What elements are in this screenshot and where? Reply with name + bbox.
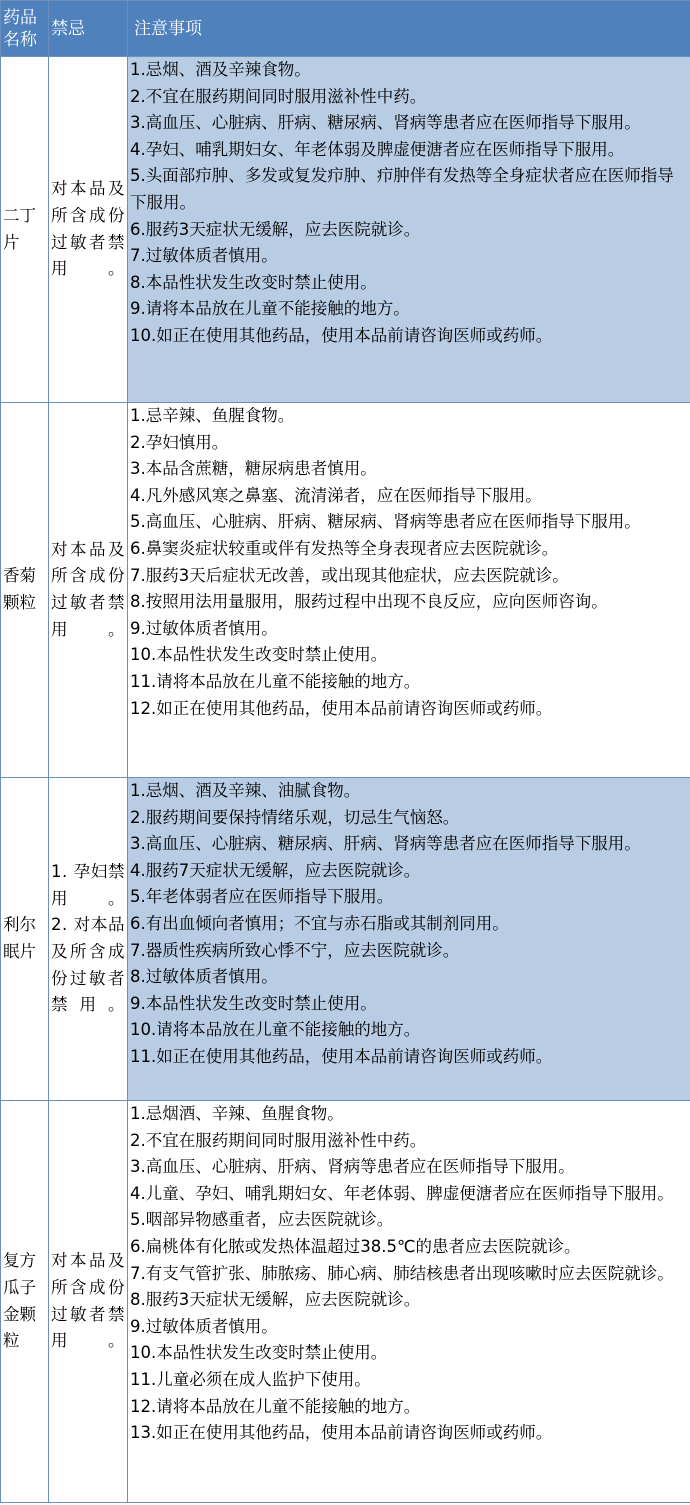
note-item: 7.器质性疾病所致心悸不宁，应去医院就诊。 (130, 940, 460, 960)
drug-name: 二丁片 (3, 205, 36, 252)
note-item: 4.服药7天症状无缓解，应去医院就诊。 (130, 860, 421, 880)
note-item: 8.按照用法用量服用，服药过程中出现不良反应，应向医师咨询。 (130, 592, 608, 612)
contraindication-text: 对本品及所含成份过敏者禁用。 (51, 539, 125, 639)
notes-cell (128, 1101, 690, 1503)
drug-name: 利尔眠片 (3, 915, 36, 961)
note-item: 5.高血压、心脏病、肝病、糖尿病、肾病等患者应在医师指导下服用。 (130, 512, 641, 532)
notes-cell (128, 403, 690, 778)
note-item: 6.有出血倾向者慎用；不宜与赤石脂或其制剂同用。 (130, 913, 509, 933)
note-item: 10.本品性状发生改变时禁止使用。 (130, 1343, 388, 1363)
note-item: 11.请将本品放在儿童不能接触的地方。 (130, 671, 421, 691)
note-item: 9.请将本品放在儿童不能接触的地方。 (130, 299, 410, 319)
table-row (1, 1101, 690, 1503)
note-item: 5.头面部疖肿、多发或复发疖肿、疖肿伴有发热等全身症状者应在医师指导下服用。 (130, 166, 674, 212)
note-item: 9.过敏体质者慎用。 (130, 1316, 278, 1336)
note-item: 10.请将本品放在儿童不能接触的地方。 (130, 1020, 421, 1040)
note-item: 1.忌辛辣、鱼腥食物。 (130, 406, 295, 425)
drug-name-cell (1, 778, 49, 1101)
notes-cell (128, 778, 690, 1101)
note-item: 2.孕妇慎用。 (130, 432, 229, 452)
drug-name: 复方瓜子金颗粒 (3, 1251, 36, 1351)
note-item: 12.如正在使用其他药品，使用本品前请咨询医师或药师。 (130, 698, 553, 718)
table-row (1, 403, 690, 778)
header-notes: 注意事项 (128, 1, 690, 57)
note-item: 8.服药3天症状无缓解，应去医院就诊。 (130, 1290, 421, 1310)
contraindication-cell (49, 57, 128, 403)
contraindication-cell (49, 1101, 128, 1503)
note-item: 13.如正在使用其他药品，使用本品前请咨询医师或药师。 (130, 1423, 553, 1443)
note-item: 5.咽部异物感重者，应去医院就诊。 (130, 1210, 394, 1230)
drug-name-cell (1, 57, 49, 403)
note-item: 4.儿童、孕妇、哺乳期妇女、年老体弱、脾虚便溏者应在医师指导下服用。 (130, 1183, 674, 1203)
drug-name-cell (1, 403, 49, 778)
note-item: 5.年老体弱者应在医师指导下服用。 (130, 887, 394, 907)
note-item: 7.服药3天后症状无改善，或出现其他症状，应去医院就诊。 (130, 565, 569, 585)
table-row (1, 778, 690, 1101)
note-item: 2.不宜在服药期间同时服用滋补性中药。 (130, 86, 427, 106)
note-item: 2.不宜在服药期间同时服用滋补性中药。 (130, 1130, 427, 1150)
table-header-row (1, 1, 690, 57)
note-item: 4.孕妇、哺乳期妇女、年老体弱及脾虚便溏者应在医师指导下服用。 (130, 139, 625, 159)
note-item: 1.忌烟、酒及辛辣食物。 (130, 60, 311, 79)
drug-name-cell (1, 1101, 49, 1503)
note-item: 8.过敏体质者慎用。 (130, 967, 278, 987)
note-item: 1.忌烟酒、辛辣、鱼腥食物。 (130, 1104, 344, 1123)
contraindication-cell (49, 778, 128, 1101)
header-contraindication: 禁忌 (49, 1, 128, 57)
header-drug-name: 药品名称 (1, 1, 49, 57)
notes-cell (128, 57, 690, 403)
contraindication-text: 对本品及所含成份过敏者禁用。 (51, 179, 125, 279)
note-item: 6.扁桃体有化脓或发热体温超过38.5℃的患者应去医院就诊。 (130, 1236, 581, 1256)
contraindication-text: 对本品及所含成份过敏者禁用。 (51, 1251, 125, 1351)
note-item: 10.本品性状发生改变时禁止使用。 (130, 645, 388, 665)
note-item: 3.高血压、心脏病、肝病、肾病等患者应在医师指导下服用。 (130, 1157, 575, 1177)
note-item: 8.本品性状发生改变时禁止使用。 (130, 272, 377, 292)
note-item: 2.服药期间要保持情绪乐观，切忌生气恼怒。 (130, 807, 460, 827)
note-item: 10.如正在使用其他药品，使用本品前请咨询医师或药师。 (130, 325, 553, 345)
note-item: 6.服药3天症状无缓解，应去医院就诊。 (130, 219, 421, 239)
note-item: 1.忌烟、酒及辛辣、油腻食物。 (130, 781, 361, 800)
contraindication-line: 1. 孕妇禁用。 (51, 862, 125, 908)
note-item: 7.过敏体质者慎用。 (130, 246, 278, 266)
note-item: 7.有支气管扩张、肺脓疡、肺心病、肺结核患者出现咳嗽时应去医院就诊。 (130, 1263, 674, 1283)
note-item: 9.过敏体质者慎用。 (130, 618, 278, 638)
note-item: 11.儿童必须在成人监护下使用。 (130, 1369, 371, 1389)
contraindication-cell (49, 403, 128, 778)
note-item: 3.高血压、心脏病、糖尿病、肝病、肾病等患者应在医师指导下服用。 (130, 834, 641, 854)
note-item: 12.请将本品放在儿童不能接触的地方。 (130, 1396, 421, 1416)
note-item: 4.凡外感风寒之鼻塞、流清涕者，应在医师指导下服用。 (130, 485, 542, 505)
note-item: 6.鼻窦炎症状较重或伴有发热等全身表现者应去医院就诊。 (130, 538, 559, 558)
table-row (1, 57, 690, 403)
note-item: 3.本品含蔗糖，糖尿病患者慎用。 (130, 459, 377, 479)
note-item: 11.如正在使用其他药品，使用本品前请咨询医师或药师。 (130, 1046, 553, 1066)
contraindication-line: 2. 对本品及所含成份过敏者禁用。 (51, 915, 125, 1015)
drug-name: 香菊颗粒 (3, 566, 36, 612)
note-item: 9.本品性状发生改变时禁止使用。 (130, 993, 377, 1013)
note-item: 3.高血压、心脏病、肝病、糖尿病、肾病等患者应在医师指导下服用。 (130, 113, 641, 133)
